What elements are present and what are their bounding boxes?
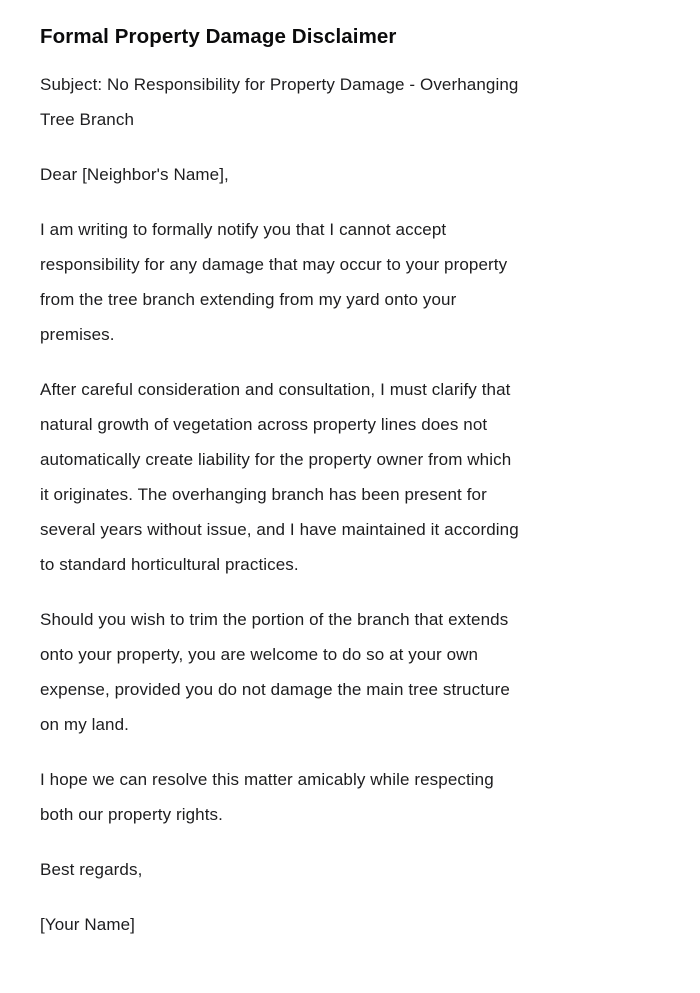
text-line: to standard horticultural practices. bbox=[40, 555, 299, 574]
text-line: on my land. bbox=[40, 715, 129, 734]
text-line: premises. bbox=[40, 325, 115, 344]
text-line: Dear [Neighbor's Name], bbox=[40, 165, 229, 184]
text-line: Subject: No Responsibility for Property Damage - Overhanging bbox=[40, 75, 519, 94]
text-line: After careful consideration and consultation, I must clarify that bbox=[40, 380, 511, 399]
text-line: responsibility for any damage that may occur to your property bbox=[40, 255, 508, 274]
text-line: it originates. The overhanging branch has been present for bbox=[40, 485, 487, 504]
body-paragraph bbox=[40, 212, 660, 352]
subject-line bbox=[40, 67, 660, 137]
body-paragraph bbox=[40, 762, 660, 832]
text-line: I hope we can resolve this matter amicably while respecting bbox=[40, 770, 494, 789]
text-line: onto your property, you are welcome to do so at your own bbox=[40, 645, 479, 664]
text-line: expense, provided you do not damage the main tree structure bbox=[40, 680, 510, 699]
text-line: I am writing to formally notify you that I cannot accept bbox=[40, 220, 447, 239]
salutation bbox=[40, 157, 660, 192]
text-line: Tree Branch bbox=[40, 110, 135, 129]
text-line: natural growth of vegetation across property lines does not bbox=[40, 415, 488, 434]
body-paragraph bbox=[40, 602, 660, 742]
text-line: both our property rights. bbox=[40, 805, 223, 824]
signature-placeholder bbox=[40, 907, 660, 942]
letter-body bbox=[40, 67, 660, 942]
text-line: [Your Name] bbox=[40, 915, 135, 934]
text-line: Should you wish to trim the portion of the branch that extends bbox=[40, 610, 509, 629]
body-paragraph bbox=[40, 372, 660, 582]
text-line: Best regards, bbox=[40, 860, 143, 879]
closing bbox=[40, 852, 660, 887]
text-line: several years without issue, and I have maintained it according bbox=[40, 520, 519, 539]
document-title: Formal Property Damage Disclaimer bbox=[40, 25, 397, 48]
text-line: from the tree branch extending from my yard onto your bbox=[40, 290, 457, 309]
text-line: automatically create liability for the property owner from which bbox=[40, 450, 512, 469]
